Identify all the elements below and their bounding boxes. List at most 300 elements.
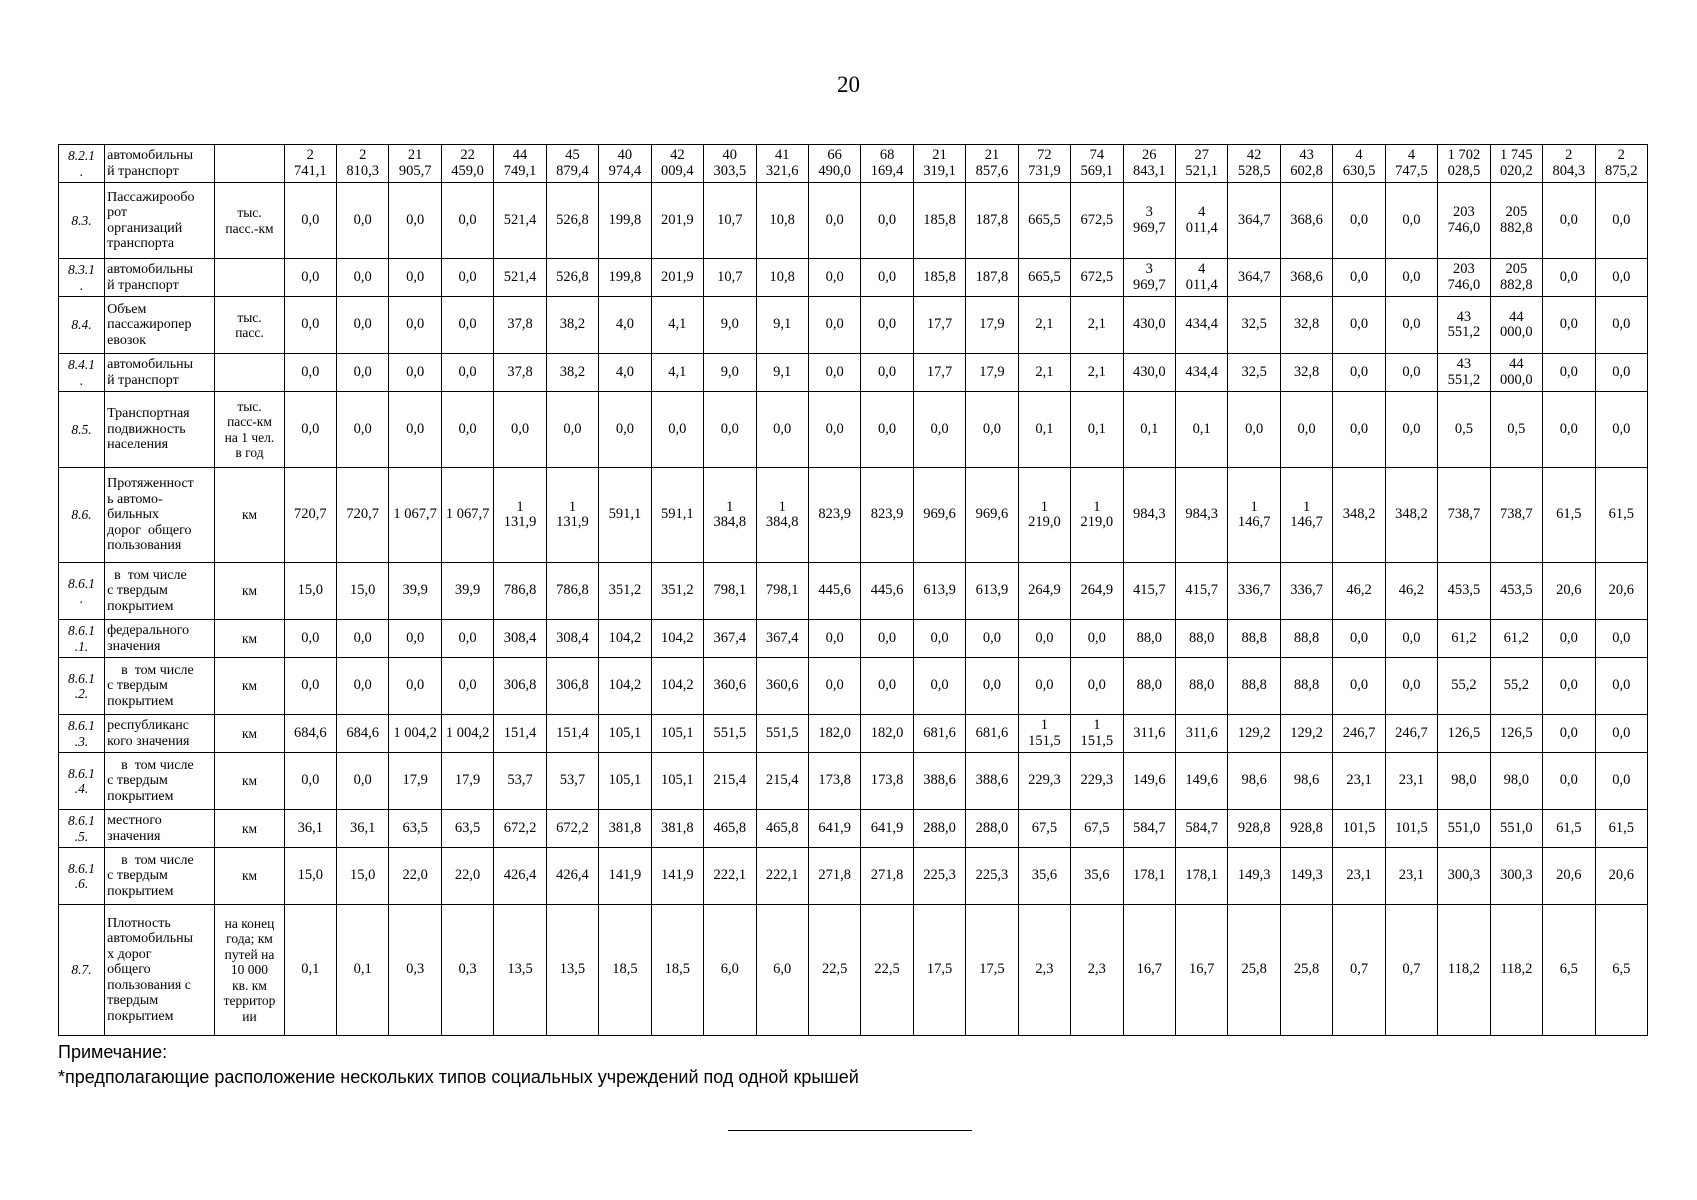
table-cell: 308,4 <box>546 620 598 658</box>
table-cell: 348,2 <box>1333 468 1385 563</box>
table-cell: 0,0 <box>1595 259 1647 297</box>
table-cell: 17,5 <box>913 905 965 1036</box>
table-cell: 17,9 <box>389 753 441 810</box>
table-cell: 453,5 <box>1490 563 1542 620</box>
table-cell: 36,1 <box>337 810 389 848</box>
table-cell: 306,8 <box>546 658 598 715</box>
table-cell: 0,0 <box>1333 183 1385 259</box>
table-cell: 98,6 <box>1280 753 1332 810</box>
table-cell: 185,8 <box>913 183 965 259</box>
table-cell: 4 747,5 <box>1385 145 1437 183</box>
table-cell: 2,3 <box>1071 905 1123 1036</box>
table-cell: 17,9 <box>441 753 493 810</box>
row-indicator-name: Пассажирообо рот организаций транспорта <box>105 183 215 259</box>
table-cell: 15,0 <box>284 848 336 905</box>
table-cell: 1 004,2 <box>441 715 493 753</box>
table-cell: 367,4 <box>704 620 756 658</box>
table-cell: 0,0 <box>1333 658 1385 715</box>
table-cell: 0,0 <box>1543 354 1595 392</box>
table-cell: 0,3 <box>389 905 441 1036</box>
table-cell: 41 321,6 <box>756 145 808 183</box>
table-cell: 2,1 <box>1071 297 1123 354</box>
row-unit <box>215 354 284 392</box>
table-cell: 672,5 <box>1071 183 1123 259</box>
table-cell: 521,4 <box>494 183 546 259</box>
row-code: 8.5. <box>59 392 105 468</box>
table-cell: 149,6 <box>1123 753 1175 810</box>
table-cell: 591,1 <box>599 468 651 563</box>
table-cell: 984,3 <box>1123 468 1175 563</box>
row-code: 8.3. <box>59 183 105 259</box>
table-cell: 199,8 <box>599 183 651 259</box>
table-cell: 0,0 <box>337 354 389 392</box>
table-cell: 22 459,0 <box>441 145 493 183</box>
table-cell: 0,0 <box>1595 183 1647 259</box>
table-cell: 0,0 <box>284 620 336 658</box>
table-cell: 0,0 <box>1543 753 1595 810</box>
row-unit: км <box>215 658 284 715</box>
table-cell: 61,5 <box>1543 810 1595 848</box>
row-code: 8.4.1 . <box>59 354 105 392</box>
table-cell: 0,0 <box>861 183 913 259</box>
table-cell: 63,5 <box>441 810 493 848</box>
table-cell: 798,1 <box>704 563 756 620</box>
table-cell: 465,8 <box>704 810 756 848</box>
table-cell: 205 882,8 <box>1490 183 1542 259</box>
table-cell: 0,1 <box>1176 392 1228 468</box>
table-cell: 0,0 <box>808 354 860 392</box>
table-cell: 0,0 <box>1385 183 1437 259</box>
table-cell: 4 011,4 <box>1176 183 1228 259</box>
table-cell: 1 146,7 <box>1280 468 1332 563</box>
table-cell: 37,8 <box>494 354 546 392</box>
table-cell: 129,2 <box>1228 715 1280 753</box>
table-row <box>59 392 1648 468</box>
table-cell: 381,8 <box>651 810 703 848</box>
table-cell: 465,8 <box>756 810 808 848</box>
table-cell: 0,3 <box>441 905 493 1036</box>
table-cell: 9,0 <box>704 354 756 392</box>
table-cell: 0,0 <box>861 392 913 468</box>
table-cell: 203 746,0 <box>1438 259 1490 297</box>
table-cell: 351,2 <box>651 563 703 620</box>
row-unit: км <box>215 563 284 620</box>
table-cell: 0,0 <box>1333 354 1385 392</box>
table-cell: 1 131,9 <box>494 468 546 563</box>
table-cell: 786,8 <box>546 563 598 620</box>
table-cell: 20,6 <box>1543 563 1595 620</box>
table-cell: 551,5 <box>704 715 756 753</box>
table-cell: 584,7 <box>1176 810 1228 848</box>
table-cell: 45 879,4 <box>546 145 598 183</box>
table-cell: 225,3 <box>913 848 965 905</box>
table-cell: 43 602,8 <box>1280 145 1332 183</box>
table-cell: 0,0 <box>284 392 336 468</box>
table-cell: 0,0 <box>389 259 441 297</box>
table-cell: 0,0 <box>1595 658 1647 715</box>
table-cell: 1 384,8 <box>756 468 808 563</box>
table-cell: 0,0 <box>337 259 389 297</box>
table-cell: 178,1 <box>1176 848 1228 905</box>
table-cell: 10,8 <box>756 183 808 259</box>
table-cell: 526,8 <box>546 183 598 259</box>
table-cell: 0,0 <box>389 297 441 354</box>
table-cell: 0,0 <box>808 658 860 715</box>
table-cell: 2,1 <box>1018 297 1070 354</box>
table-cell: 445,6 <box>808 563 860 620</box>
table-cell: 434,4 <box>1176 354 1228 392</box>
table-cell: 0,0 <box>337 297 389 354</box>
table-cell: 0,0 <box>966 392 1018 468</box>
table-cell: 0,0 <box>284 658 336 715</box>
table-cell: 21 319,1 <box>913 145 965 183</box>
table-cell: 0,0 <box>1333 392 1385 468</box>
table-cell: 308,4 <box>494 620 546 658</box>
table-cell: 101,5 <box>1385 810 1437 848</box>
table-cell: 2,1 <box>1071 354 1123 392</box>
row-unit: тыс. пасс-км на 1 чел. в год <box>215 392 284 468</box>
table-cell: 22,0 <box>389 848 441 905</box>
row-indicator-name: автомобильны й транспорт <box>105 259 215 297</box>
table-cell: 0,0 <box>337 183 389 259</box>
table-cell: 684,6 <box>284 715 336 753</box>
table-cell: 348,2 <box>1385 468 1437 563</box>
row-code: 8.2.1 . <box>59 145 105 183</box>
table-cell: 0,7 <box>1333 905 1385 1036</box>
table-cell: 1 702 028,5 <box>1438 145 1490 183</box>
table-cell: 40 974,4 <box>599 145 651 183</box>
table-cell: 61,5 <box>1543 468 1595 563</box>
table-cell: 0,0 <box>599 392 651 468</box>
table-cell: 0,0 <box>808 183 860 259</box>
table-cell: 641,9 <box>808 810 860 848</box>
table-cell: 22,5 <box>861 905 913 1036</box>
row-indicator-name: в том числе с твердым покрытием <box>105 658 215 715</box>
table-cell: 0,0 <box>441 297 493 354</box>
row-unit: тыс. пасс. <box>215 297 284 354</box>
table-cell: 32,5 <box>1228 354 1280 392</box>
table-cell: 20,6 <box>1543 848 1595 905</box>
table-cell: 0,0 <box>1595 297 1647 354</box>
table-cell: 368,6 <box>1280 183 1332 259</box>
table-cell: 23,1 <box>1333 753 1385 810</box>
table-cell: 0,0 <box>1543 620 1595 658</box>
table-cell: 453,5 <box>1438 563 1490 620</box>
row-indicator-name: автомобильны й транспорт <box>105 145 215 183</box>
table-cell: 36,1 <box>284 810 336 848</box>
table-cell: 4,1 <box>651 354 703 392</box>
table-cell: 21 905,7 <box>389 145 441 183</box>
table-cell: 672,2 <box>494 810 546 848</box>
table-cell: 641,9 <box>861 810 913 848</box>
data-table-container <box>58 144 1648 1036</box>
table-cell: 9,0 <box>704 297 756 354</box>
table-cell: 0,0 <box>1333 259 1385 297</box>
table-cell: 521,4 <box>494 259 546 297</box>
table-cell: 53,7 <box>546 753 598 810</box>
table-cell: 360,6 <box>704 658 756 715</box>
table-cell: 311,6 <box>1176 715 1228 753</box>
table-cell: 288,0 <box>913 810 965 848</box>
table-cell: 187,8 <box>966 183 1018 259</box>
table-cell: 67,5 <box>1071 810 1123 848</box>
table-cell: 129,2 <box>1280 715 1332 753</box>
table-cell: 3 969,7 <box>1123 183 1175 259</box>
table-cell: 584,7 <box>1123 810 1175 848</box>
table-cell: 2,1 <box>1018 354 1070 392</box>
table-cell: 928,8 <box>1280 810 1332 848</box>
table-row <box>59 905 1648 1036</box>
table-cell: 984,3 <box>1176 468 1228 563</box>
table-cell: 43 551,2 <box>1438 354 1490 392</box>
table-cell: 720,7 <box>284 468 336 563</box>
table-cell: 430,0 <box>1123 354 1175 392</box>
table-cell: 2 741,1 <box>284 145 336 183</box>
table-cell: 16,7 <box>1176 905 1228 1036</box>
table-cell: 415,7 <box>1176 563 1228 620</box>
table-cell: 22,0 <box>441 848 493 905</box>
table-cell: 126,5 <box>1490 715 1542 753</box>
table-cell: 0,0 <box>284 753 336 810</box>
table-cell: 551,0 <box>1490 810 1542 848</box>
table-cell: 149,3 <box>1228 848 1280 905</box>
table-cell: 39,9 <box>389 563 441 620</box>
table-cell: 0,0 <box>1385 297 1437 354</box>
table-cell: 88,8 <box>1280 658 1332 715</box>
footnote-text: *предполагающие расположение нескольких типов социальных учреждений под одной крышей <box>58 1067 859 1087</box>
table-cell: 0,0 <box>1595 392 1647 468</box>
table-cell: 0,1 <box>337 905 389 1036</box>
table-cell: 151,4 <box>494 715 546 753</box>
row-indicator-name: в том числе с твердым покрытием <box>105 753 215 810</box>
row-indicator-name: местного значения <box>105 810 215 848</box>
table-cell: 6,0 <box>704 905 756 1036</box>
table-cell: 182,0 <box>861 715 913 753</box>
table-cell: 591,1 <box>651 468 703 563</box>
table-cell: 0,0 <box>441 392 493 468</box>
table-cell: 430,0 <box>1123 297 1175 354</box>
table-cell: 149,3 <box>1280 848 1332 905</box>
table-row <box>59 810 1648 848</box>
table-cell: 16,7 <box>1123 905 1175 1036</box>
table-cell: 720,7 <box>337 468 389 563</box>
table-cell: 738,7 <box>1438 468 1490 563</box>
table-cell: 271,8 <box>808 848 860 905</box>
table-cell: 311,6 <box>1123 715 1175 753</box>
table-cell: 0,0 <box>966 620 1018 658</box>
row-code: 8.7. <box>59 905 105 1036</box>
table-cell: 13,5 <box>546 905 598 1036</box>
row-code: 8.6. <box>59 468 105 563</box>
row-unit: км <box>215 715 284 753</box>
table-cell: 10,8 <box>756 259 808 297</box>
table-cell: 225,3 <box>966 848 1018 905</box>
table-cell: 0,1 <box>1123 392 1175 468</box>
table-cell: 44 000,0 <box>1490 297 1542 354</box>
table-cell: 118,2 <box>1490 905 1542 1036</box>
table-cell: 0,0 <box>808 297 860 354</box>
table-cell: 288,0 <box>966 810 1018 848</box>
table-cell: 66 490,0 <box>808 145 860 183</box>
table-cell: 0,0 <box>284 297 336 354</box>
table-row <box>59 259 1648 297</box>
table-cell: 2,3 <box>1018 905 1070 1036</box>
table-row <box>59 848 1648 905</box>
table-cell: 3 969,7 <box>1123 259 1175 297</box>
row-unit: км <box>215 753 284 810</box>
table-cell: 264,9 <box>1018 563 1070 620</box>
table-cell: 46,2 <box>1385 563 1437 620</box>
table-cell: 39,9 <box>441 563 493 620</box>
table-cell: 61,5 <box>1595 468 1647 563</box>
table-cell: 104,2 <box>651 658 703 715</box>
table-cell: 0,0 <box>1280 392 1332 468</box>
table-cell: 0,0 <box>389 392 441 468</box>
table-cell: 18,5 <box>651 905 703 1036</box>
table-cell: 32,5 <box>1228 297 1280 354</box>
table-cell: 17,9 <box>966 354 1018 392</box>
table-cell: 25,8 <box>1228 905 1280 1036</box>
table-cell: 74 569,1 <box>1071 145 1123 183</box>
table-cell: 61,5 <box>1595 810 1647 848</box>
row-indicator-name: в том числе с твердым покрытием <box>105 563 215 620</box>
table-cell: 665,5 <box>1018 259 1070 297</box>
table-cell: 17,7 <box>913 297 965 354</box>
row-unit: км <box>215 620 284 658</box>
table-cell: 88,8 <box>1228 620 1280 658</box>
table-cell: 0,0 <box>337 753 389 810</box>
table-cell: 6,0 <box>756 905 808 1036</box>
table-cell: 13,5 <box>494 905 546 1036</box>
table-cell: 67,5 <box>1018 810 1070 848</box>
table-cell: 222,1 <box>704 848 756 905</box>
table-cell: 388,6 <box>913 753 965 810</box>
table-cell: 0,0 <box>1543 297 1595 354</box>
table-cell: 0,1 <box>1018 392 1070 468</box>
table-cell: 336,7 <box>1280 563 1332 620</box>
table-cell: 0,0 <box>1071 620 1123 658</box>
row-indicator-name: в том числе с твердым покрытием <box>105 848 215 905</box>
table-cell: 205 882,8 <box>1490 259 1542 297</box>
row-indicator-name: автомобильны й транспорт <box>105 354 215 392</box>
table-cell: 4,0 <box>599 354 651 392</box>
table-cell: 21 857,6 <box>966 145 1018 183</box>
footnote <box>58 1040 859 1090</box>
table-cell: 300,3 <box>1438 848 1490 905</box>
table-cell: 1 067,7 <box>389 468 441 563</box>
table-cell: 969,6 <box>913 468 965 563</box>
row-code: 8.6.1 .5. <box>59 810 105 848</box>
table-cell: 203 746,0 <box>1438 183 1490 259</box>
table-cell: 182,0 <box>808 715 860 753</box>
table-cell: 0,0 <box>1543 658 1595 715</box>
table-cell: 0,0 <box>1543 259 1595 297</box>
table-cell: 0,0 <box>861 259 913 297</box>
table-cell: 32,8 <box>1280 354 1332 392</box>
table-cell: 141,9 <box>599 848 651 905</box>
table-cell: 105,1 <box>599 753 651 810</box>
table-cell: 0,0 <box>1595 715 1647 753</box>
table-cell: 300,3 <box>1490 848 1542 905</box>
table-cell: 1 219,0 <box>1071 468 1123 563</box>
table-cell: 0,0 <box>704 392 756 468</box>
table-cell: 178,1 <box>1123 848 1175 905</box>
table-cell: 4,1 <box>651 297 703 354</box>
table-cell: 1 384,8 <box>704 468 756 563</box>
table-cell: 35,6 <box>1071 848 1123 905</box>
table-cell: 0,0 <box>1543 183 1595 259</box>
table-cell: 187,8 <box>966 259 1018 297</box>
table-cell: 0,0 <box>1333 620 1385 658</box>
table-cell: 6,5 <box>1595 905 1647 1036</box>
table-cell: 63,5 <box>389 810 441 848</box>
table-cell: 0,0 <box>651 392 703 468</box>
table-cell: 928,8 <box>1228 810 1280 848</box>
table-row <box>59 145 1648 183</box>
table-row <box>59 354 1648 392</box>
table-row <box>59 753 1648 810</box>
table-cell: 104,2 <box>599 658 651 715</box>
table-cell: 15,0 <box>337 563 389 620</box>
table-cell: 173,8 <box>808 753 860 810</box>
table-cell: 20,6 <box>1595 563 1647 620</box>
row-unit: км <box>215 468 284 563</box>
table-cell: 613,9 <box>966 563 1018 620</box>
table-row <box>59 620 1648 658</box>
row-code: 8.6.1 .2. <box>59 658 105 715</box>
table-cell: 0,1 <box>284 905 336 1036</box>
table-cell: 17,9 <box>966 297 1018 354</box>
table-cell: 0,0 <box>1385 392 1437 468</box>
table-cell: 9,1 <box>756 354 808 392</box>
table-cell: 426,4 <box>494 848 546 905</box>
table-cell: 55,2 <box>1438 658 1490 715</box>
table-cell: 0,0 <box>913 620 965 658</box>
table-cell: 445,6 <box>861 563 913 620</box>
table-cell: 0,0 <box>861 354 913 392</box>
table-cell: 151,4 <box>546 715 598 753</box>
row-code: 8.4. <box>59 297 105 354</box>
table-cell: 0,1 <box>1071 392 1123 468</box>
table-cell: 40 303,5 <box>704 145 756 183</box>
table-cell: 0,0 <box>1385 620 1437 658</box>
table-cell: 0,0 <box>861 297 913 354</box>
table-cell: 613,9 <box>913 563 965 620</box>
table-cell: 18,5 <box>599 905 651 1036</box>
table-cell: 0,0 <box>389 354 441 392</box>
table-cell: 68 169,4 <box>861 145 913 183</box>
table-cell: 0,0 <box>913 658 965 715</box>
table-cell: 0,0 <box>441 183 493 259</box>
table-cell: 2 804,3 <box>1543 145 1595 183</box>
table-cell: 738,7 <box>1490 468 1542 563</box>
table-cell: 0,0 <box>1333 297 1385 354</box>
table-cell: 201,9 <box>651 259 703 297</box>
table-cell: 0,0 <box>389 620 441 658</box>
row-unit: км <box>215 848 284 905</box>
table-cell: 42 528,5 <box>1228 145 1280 183</box>
table-cell: 105,1 <box>651 715 703 753</box>
table-cell: 969,6 <box>966 468 1018 563</box>
row-code: 8.6.1 .6. <box>59 848 105 905</box>
table-cell: 1 131,9 <box>546 468 598 563</box>
row-unit: тыс. пасс.-км <box>215 183 284 259</box>
table-cell: 388,6 <box>966 753 1018 810</box>
table-row <box>59 468 1648 563</box>
table-cell: 360,6 <box>756 658 808 715</box>
table-cell: 0,7 <box>1385 905 1437 1036</box>
table-cell: 105,1 <box>651 753 703 810</box>
